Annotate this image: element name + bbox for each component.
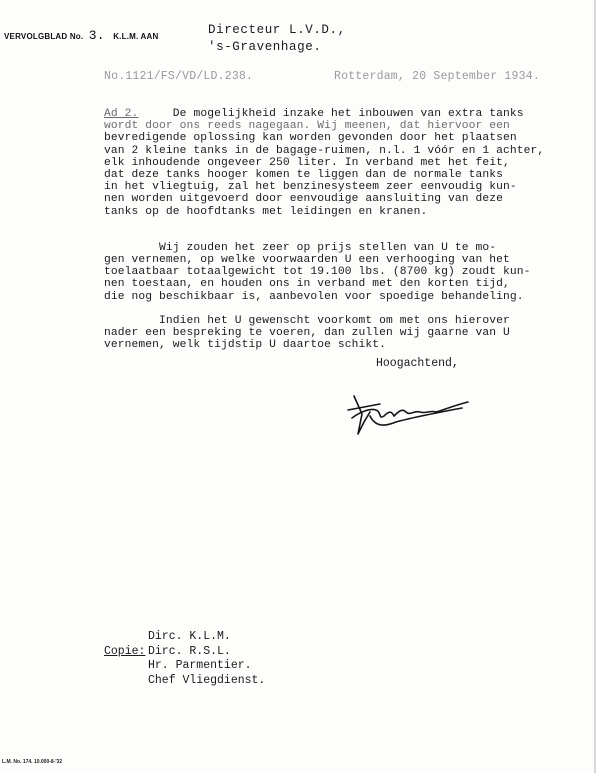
addressee-block	[208, 22, 346, 56]
body-line: van 2 kleine tanks in de bagage-ruimen, n.l. 1 vóór en 1 achter,	[104, 144, 545, 157]
body-line: dat deze tanks hooger komen te liggen dan de normale tanks	[104, 169, 503, 182]
sheet-label: VERVOLGBLAD No.	[4, 32, 84, 41]
addressee-line-1: Directeur L.V.D.,	[208, 23, 346, 37]
body-line: gen vernemen, op welke voorwaarden U een verhooging van het	[104, 254, 510, 267]
body-line: Ad 2. De mogelijkheid inzake het inbouwen van extra tanks	[104, 108, 524, 120]
addressee-line-2: 's-Gravenhage.	[208, 40, 322, 54]
body-line: nen toestaan, en houden ons in verband met den korten tijd,	[104, 278, 510, 291]
letter-date: Rotterdam, 20 September 1934.	[334, 70, 540, 83]
reference-number: No.1121/FS/VD/LD.238.	[104, 70, 254, 83]
body-line: Wij zouden het zeer op prijs stellen van U te mo-	[104, 241, 497, 254]
body-line: nen worden uitgevoerd door eenvoudige aansluiting van deze	[104, 193, 503, 206]
body-line: tanks op de hoofdtanks met leidingen en kranen.	[104, 205, 428, 218]
form-footer: L.M. No. 174. 10.000-8-'32	[2, 759, 63, 765]
body-line: bevredigende oplossing kan worden gevonden door het plaatsen	[104, 132, 517, 145]
sheet-header	[4, 28, 158, 43]
body-line: Indien het U gewenscht voorkomt om met ons hierover	[104, 314, 510, 327]
body-line: nader een bespreking te voeren, dan zullen wij gaarne van U	[104, 327, 510, 340]
handwritten-signature	[340, 382, 475, 452]
copy-recipient: Dirc. K.L.M.	[148, 630, 231, 643]
copy-recipient: Chef Vliegdienst.	[148, 673, 266, 687]
copy-recipient: Hr. Parmentier.	[148, 659, 252, 672]
reference-line	[104, 70, 544, 83]
closing-salutation: Hoogachtend,	[376, 357, 459, 370]
item-marker: Ad 2.	[104, 108, 139, 120]
body-line: elk inhoudende ongeveer 250 liter. In verband met het feit,	[104, 156, 510, 169]
body-line: vernemen, welk tijdstip U daartoe schikt.	[104, 339, 387, 352]
copies-label: Copie:	[104, 644, 146, 658]
body-line: die nog beschikbaar is, aanbevolen voor spoedige behandeling.	[104, 290, 524, 303]
body-line: toelaatbaar totaalgewicht tot 19.100 lbs. (8700 kg) zoudt kun-	[104, 266, 531, 279]
body-line: in het vliegtuig, zal het benzinesysteem zeer eenvoudig kun-	[104, 181, 517, 194]
copy-recipient: Copie: Dirc. R.S.L.	[104, 644, 231, 658]
body-line: wordt door ons reeds nagegaan. Wij meenen, dat hiervoor een	[104, 120, 510, 133]
sender-label: K.L.M. AAN	[113, 32, 159, 41]
copies-list	[104, 630, 265, 688]
letter-body	[104, 108, 584, 351]
sheet-number: 3.	[88, 28, 105, 43]
